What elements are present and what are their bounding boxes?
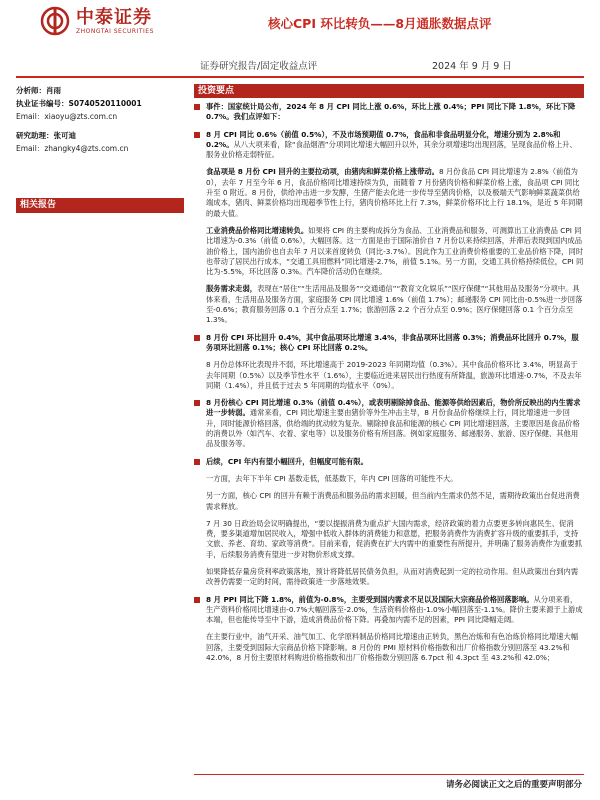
analyst-email[interactable]: xiaoyu@zts.com.cn	[44, 112, 118, 121]
report-date: 2024 年 9 月 9 日	[432, 61, 512, 72]
body-paragraph	[194, 491, 584, 512]
bullet-icon	[194, 400, 200, 406]
analyst-label: 分析师：	[16, 86, 46, 95]
paragraph-lead: 后续，CPI 年内有望小幅回升，但幅度可能有限。	[206, 456, 368, 466]
paragraph-lead: 8 月份 CPI 环比回升 0.4%，其中食品项环比增速 3.4%，非食品项环比回落 0.3%；消费品环比回升 0.7%，服务项环比回落 0.1%；核心 CPI 环比回落 0.2%。	[206, 332, 579, 352]
body-paragraph	[194, 567, 584, 588]
body-paragraph	[194, 474, 584, 484]
bullet-icon	[194, 132, 200, 138]
paragraph-lead: 事件：国家统计局公布，2024 年 8 月 CPI 同比上涨 0.6%，环比上涨 0.4%；PPI 同比下降 1.8%，环比下降 0.7%。我们点评如下：	[206, 102, 576, 122]
assistant-name: 张可迪	[53, 131, 76, 140]
bullet-icon	[194, 459, 200, 465]
report-title: 核心CPI 环比转负——8月通胀数据点评	[268, 16, 492, 31]
paragraph-lead: 食品项是 8 月份 CPI 回升的主要拉动项，由猪肉和鲜菜价格上涨带动。	[206, 167, 439, 177]
logo-english-name: ZHONGTAI SECURITIES	[76, 27, 154, 35]
report-body	[194, 102, 584, 670]
body-paragraph	[194, 284, 584, 325]
body-paragraph	[194, 360, 584, 391]
footer-divider	[194, 774, 584, 775]
investment-highlights-heading: 投资要点	[194, 84, 584, 98]
analyst-info	[16, 84, 184, 155]
body-paragraph	[194, 333, 584, 354]
paragraph-text: 如果降低存量房贷利率政策落地，预计将降低居民债务负担，从而对消费起到一定的拉动作用。但从政策出台到内需改善仍需要一定的时间，需待政策进一步落地效果。	[206, 566, 579, 587]
email-label: Email：	[16, 112, 45, 121]
body-paragraph	[194, 167, 584, 218]
report-category: 证券研究报告/固定收益点评	[200, 61, 318, 72]
assistant-email[interactable]: zhangky4@zts.com.cn	[44, 144, 129, 153]
paragraph-lead: 8 月 PPI 同比下降 1.8%，前值为-0.8%，主要受到国内需求不足以及国际大宗商品价格回落影响。	[206, 594, 534, 604]
body-paragraph	[194, 595, 584, 626]
paragraph-text: 8 月份总体环比表现并不弱，环比增速高于 2019-2023 年同期均值（0.3%）。其中食品价格环比 3.4%，明显高于去年同期（0.5%）以及季节性水平（1.6%），主要临近进来居民出行热度有所降温，旅游环比增速-0.7%，不及去年同期（1.4%），并且低于过去 5 年同期的均值水平（0%）。	[206, 360, 582, 390]
report-header	[0, 0, 600, 60]
zhongtai-logo-icon	[40, 6, 70, 36]
paragraph-text: 7 月 30 日政治局会议明确提出，“要以提振消费为重点扩大国内需求，经济政策的着力点要更多转向惠民生、促消费，要多渠道增加居民收入，增强中低收入群体的消费能力和意愿，把服务消费作为消费扩容升级的重要抓手，支持文旅、养老、育幼、家政等消费”。目前来看，促消费在扩大内需中的重要性有所提升，并明确了服务消费作为重要抓手，后续服务消费有望进一步对物价形成支撑。	[206, 518, 582, 559]
related-reports-heading: 相关报告	[16, 198, 184, 213]
paragraph-text: 如果将 CPI 的主要构成拆分为食品、工业消费品和服务，可测算出工业消费品 CPI 同比增速为-0.3%（前值 0.6%），大幅回落。这一方面是由于国际油价自 7 月份以来持续回落，并滞后表现到国内成品油价格上，国内油价也自去年 7 月以来首度转负（同比-3.7%）。因此作为工业消费价格重要的工业品价格下降，同时也带动了居民出行成本，“交通工具用燃料”同比增速-2.7%，前值 5.1%。另一方面，交通工具价格持续低位，CPI 同比为-5.5%，环比回落 0.3%。汽车降价活动仍在继续。	[206, 225, 584, 277]
paragraph-text: 从分项来看，生产资料价格同比增速由-0.7%大幅回落至-2.0%，生活资料价格由-1.0%小幅回落至-1.1%。降价主要来源于上游成本端，但也能传导至中下游，造成消费品价格下降。再叠加内需不足的因素，PPI 同比降幅走阔。	[206, 594, 583, 625]
paragraph-text: 在主要行业中，油气开采、油气加工、化学原料制品价格同比增速由正转负，黑色冶炼和有色冶炼价格同比增速大幅回落，主要受到国际大宗商品价格下降影响。8 月份的 PMI 原材料价格指数和出厂价格指数分别回落至 43.2%和 42.0%，8 月份主要原材料购进价格指数和出厂价格指数分别回落 6.7pct 和 4.3pct 至 43.2%和 42.0%；	[206, 632, 579, 663]
paragraph-lead: 服务需求走弱，	[206, 284, 258, 294]
body-paragraph	[194, 226, 584, 277]
paragraph-lead: 工业消费品价格同比增速转负。	[206, 225, 309, 235]
body-paragraph	[194, 457, 584, 467]
analyst-name: 肖雨	[46, 86, 61, 95]
paragraph-text: 另一方面，核心 CPI 的回升有赖于消费品和服务品的需求回暖，但当前内生需求仍然不足，需期待政策出台促进消费需求释放。	[206, 491, 580, 511]
cert-label: 执业证书编号：	[16, 99, 69, 108]
bullet-icon	[194, 104, 200, 110]
bullet-icon	[194, 335, 200, 341]
body-paragraph	[194, 632, 584, 663]
paragraph-text: 表现在“居住”“生活用品及服务”“交通通信”“教育文化娱乐”“医疗保健”“其他用品及服务”分项中。具体来看，生活用品及服务方面，家庭服务 CPI 同比增速 1.6%（前值 1.7%）；邮递服务 CPI 同比由-0.5%进一步回落至-0.6%；教育服务回落 0.1 个百分点至 1.7%；旅游回落 2.2 个百分点至 0.9%；医疗保健回落 0.1 个百分点至 1.3%。	[206, 284, 583, 325]
paragraph-text: 8 月份食品 CPI 同比增速为 2.8%（前值为 0），去年 7 月至今年 6 月，食品价格同比增速持续为负，而随着 7 月份猪肉价格和鲜菜价格上涨，食品项 CPI 同比升至 0 附近。8 月份，供给冲击进一步发酵，生猪产能去化进一步传导至猪肉价格，以及极端天气影响鲜菜蔬菜供给端成本，猪肉、鲜菜价格均出现超季节性上行，猪肉价格环比上行 7.3%，鲜菜价格环比上行 18.1%，是近 5 年同期的最大值。	[206, 167, 583, 218]
paragraph-text: 一方面，去年下半年 CPI 基数走低，低基数下，年内 CPI 回落的可能性不大。	[206, 473, 458, 483]
bullet-icon	[194, 597, 200, 603]
disclaimer-note: 请务必阅读正文之后的重要声明部分	[445, 780, 582, 790]
paragraph-text: 通常来看，CPI 同比增速主要由猪价等外生冲击主导，8 月份食品价格继续上行，同比增速进一步回升，同时能源价格回落，供给端的扰动较为复杂。剔除掉食品和能源的核心 CPI 同比增速回落，主要原因是食品价格的消费以外（如汽车、衣着、家电等）以及服务价格有所回落。例如家庭服务、邮递服务、旅游、医疗保健、其他用品及服务等。	[206, 408, 580, 449]
paragraph-lead: 8 月份核心 CPI 同比增速 0.3%（前值 0.4%），或表明剔除掉食品、能源等供给因素后，物价所反映出的内生需求进一步转弱。	[206, 398, 581, 418]
email-label: Email：	[16, 144, 45, 153]
header-divider	[16, 76, 584, 78]
cert-number: S0740520110001	[68, 99, 142, 108]
body-paragraph	[194, 398, 584, 449]
paragraph-lead: 8 月 CPI 同比 0.6%（前值 0.5%），不及市场预期值 0.7%，食品和非食品明显分化，增速分别为 2.8%和 0.2%。	[206, 129, 561, 149]
company-logo	[40, 6, 154, 36]
body-paragraph	[194, 102, 584, 123]
assistant-label: 研究助理：	[16, 131, 54, 140]
logo-chinese-name: 中泰证券	[76, 6, 152, 28]
paragraph-text: 从八大项来看，除“食品烟酒”分项同比增速大幅回升以外，其余分项增速均出现回落，呈现食品价格上升、服务业价格走弱特征。	[206, 139, 577, 160]
body-paragraph	[194, 130, 584, 161]
body-paragraph	[194, 519, 584, 560]
